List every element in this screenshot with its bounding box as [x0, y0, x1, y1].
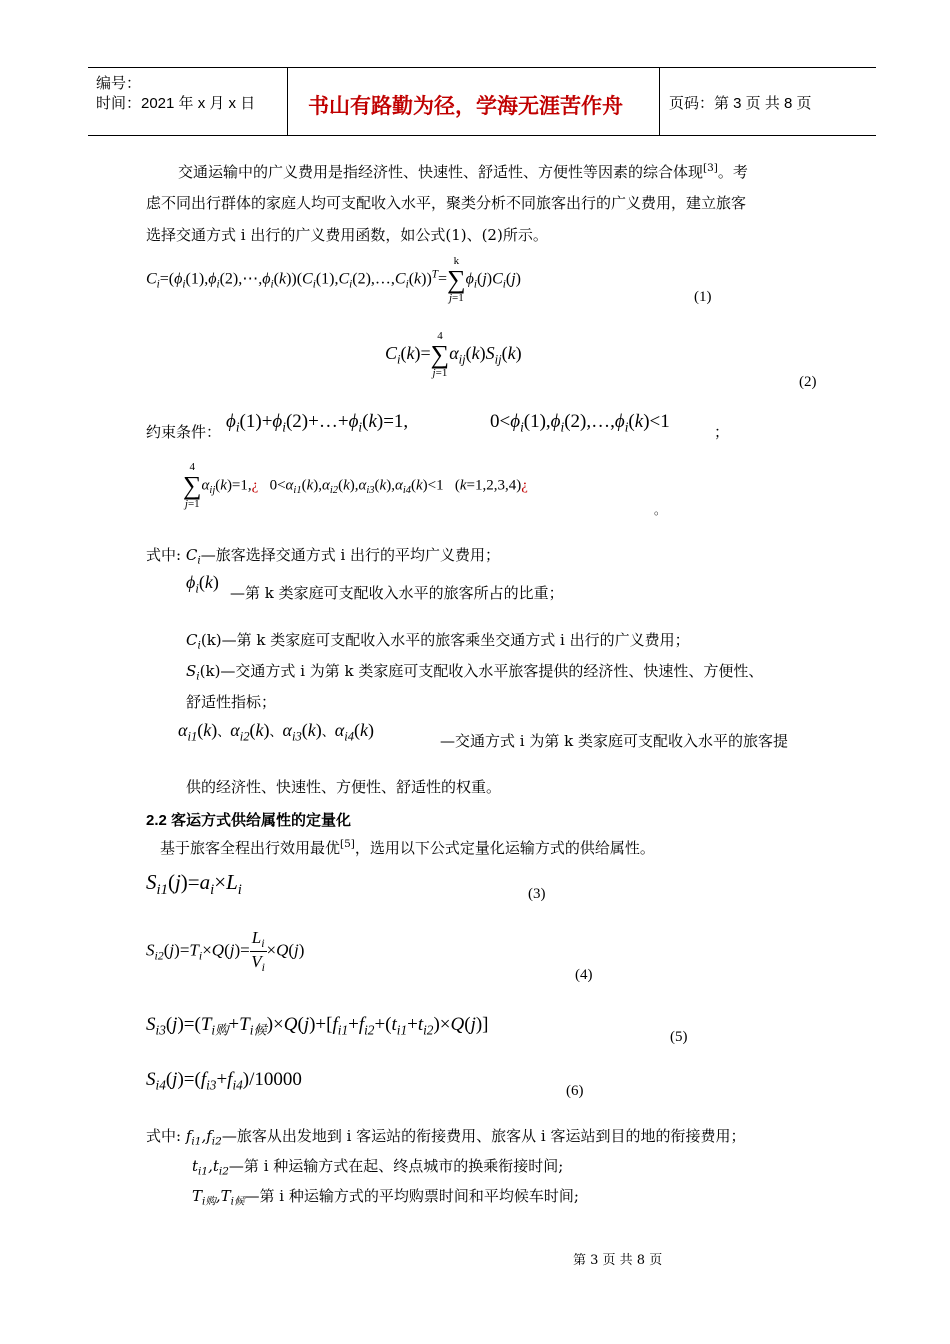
citation-ref-3: [3]: [703, 162, 718, 174]
definition-t-text: —第 i 种运输方式在起、终点城市的换乘衔接时间;: [228, 1157, 564, 1175]
header-time-label: 时间：2021 年 x 月 x 日: [96, 95, 256, 112]
paragraph-1-line-1: [178, 163, 748, 180]
paragraph-1-line-2: 虑不同出行群体的家庭人均可支配收入水平，聚类分析不同旅客出行的广义费用，建立旅客: [146, 194, 747, 212]
definition-T-text: —第 i 种运输方式的平均购票时间和平均候车时间;: [244, 1187, 579, 1205]
para1-line1-text: 交通运输中的广义费用是指经济性、快速性、舒适性、方便性等因素的综合体现: [178, 162, 704, 181]
header-motto: 书山有路勤为径，学海无涯苦作舟: [308, 95, 623, 118]
symbol-C: C: [185, 546, 198, 564]
constraint-equation-3: 4 ∑ j=1 $\alpha_{ij}(k)=1,¿$ $0<\alpha_{i1}(k),\alpha_{i2}(k),\alpha_{i3}(k),\alpha_{i4}(k)<1$ (k=1,2,3,4)¿: [183, 461, 528, 510]
definition-alpha-text: —交通方式 i 为第 k 类家庭可支配收入水平的旅客提: [440, 732, 788, 750]
equation-1: $C_i=(\phi_i(1),\phi_i(2),\cdots,\phi_i(k))(C_i(1),C_i(2),\dots,C_i(k))^T=$ k ∑ j=1 $\phi_i(j)C_i(j)$: [146, 255, 521, 304]
where-label: 式中:: [146, 546, 182, 564]
equation-2-number: (2): [799, 374, 817, 390]
definition-f-text: —旅客从出发地到 i 客运站的衔接费用、旅客从 i 客运站到目的地的衔接费用；: [221, 1127, 746, 1145]
definition-Sk: $S_i(k)—$交通方式 i 为第 k 类家庭可支配收入水平旅客提供的经济性、快速性、方便性、: [186, 662, 764, 683]
constraint-label: 约束条件：: [146, 423, 222, 441]
definition-Ck: $C_i(k)—$第 k 类家庭可支配收入水平的旅客乘坐交通方式 i 出行的广义费用；: [186, 631, 690, 652]
equation-5-number: (5): [670, 1029, 688, 1045]
equation-6-number: (6): [566, 1083, 584, 1099]
constraint-period: 。: [654, 503, 667, 517]
symbol-C-sub: i: [197, 554, 201, 567]
definition-Sk-text: (k)—交通方式 i 为第 k 类家庭可支配收入水平旅客提供的经济性、快速性、方便性、: [199, 662, 764, 680]
para1-line1-end: 。考: [717, 162, 748, 181]
paragraph-1-line-3: 选择交通方式 i 出行的广义费用函数，如公式(1)、(2)所示。: [146, 226, 548, 244]
equation-6: $S_{i4}(j)=(f_{i3}+f_{i4})/10000$: [146, 1069, 302, 1093]
equation-3-number: (3): [528, 886, 546, 902]
definition-T: $T_{i购},T_{i候}—$第 i 种运输方式的平均购票时间和平均候车时间;: [192, 1187, 579, 1208]
constraint-semicolon: ；: [714, 423, 730, 441]
header-bottom-border: [88, 135, 876, 136]
header-number-label: 编号：: [96, 75, 142, 92]
equation-1-number: (1): [694, 289, 712, 305]
definition-t: $t_{i1},t_{i2}—$第 i 种运输方式在起、终点城市的换乘衔接时间;: [192, 1157, 564, 1178]
citation-ref-5: [5]: [340, 838, 355, 850]
symbol-Ck: C: [186, 631, 198, 649]
symbol-alphas: $\alpha_{i1}(k)$、$\alpha_{i2}(k)$、$\alpha_{i3}(k)$、$\alpha_{i4}(k)$: [178, 720, 375, 744]
constraint-equation-1: $\phi_i(1)+\phi_i(2)+\dots+\phi_i(k)=1$,: [226, 411, 409, 435]
definition-C: [146, 548, 500, 566]
header-divider-1: [287, 67, 288, 136]
section-title: 2.2 客运方式供给属性的定量化: [146, 812, 352, 829]
paragraph-2: [160, 839, 655, 856]
footer-page-number: 第 3 页 共 8 页: [573, 1253, 663, 1268]
definition-f: 式中: $f_{i1},f_{i2}—$旅客从出发地到 i 客运站的衔接费用、旅客从 i 客运站到目的地的衔接费用；: [146, 1127, 746, 1148]
constraint-equation-2: $0<\phi_i(1),\phi_i(2),\dots,\phi_i(k)<1$: [490, 411, 670, 435]
para2-text: 基于旅客全程出行效用最优: [160, 838, 341, 857]
equation-3: $S_{i1}(j)=a_i\times L_i$: [146, 870, 242, 899]
header-top-border: [88, 67, 876, 68]
definition-C-text: —旅客选择交通方式 i 出行的平均广义费用；: [200, 546, 501, 564]
equation-2: $C_i(k)=$ 4 ∑ j=1 $\alpha_{ij}(k)S_{ij}(k)$: [385, 330, 522, 379]
header-page-label: 页码：第 3 页 共 8 页: [669, 95, 812, 112]
equation-4: $S_{i2}(j)=T_i\times Q(j)=$ $\frac{L_i}{V_i}$ ×Q(j): [146, 928, 305, 975]
equation-5: $S_{i3}(j)=(T_{i购}+T_{i候})\times Q(j)+[f_{i1}+f_{i2}+(t_{i1}+t_{i2})\times Q(j)]$: [146, 1014, 489, 1038]
header-divider-2: [659, 67, 660, 136]
definition-Ck-text: (k)—第 k 类家庭可支配收入水平的旅客乘坐交通方式 i 出行的广义费用；: [200, 631, 690, 649]
para2-end: ，选用以下公式定量化运输方式的供给属性。: [354, 838, 655, 857]
where2-label: 式中:: [146, 1127, 182, 1145]
definition-Sk-line-2: 舒适性指标；: [186, 693, 277, 711]
symbol-Sk: S: [186, 662, 197, 680]
symbol-phi-k: $\phi_i(k)$: [186, 572, 219, 596]
definition-phi-text: —第 k 类家庭可支配收入水平的旅客所占的比重；: [230, 584, 564, 602]
equation-4-number: (4): [575, 967, 593, 983]
definition-alpha-line-2: 供的经济性、快速性、方便性、舒适性的权重。: [186, 778, 502, 796]
